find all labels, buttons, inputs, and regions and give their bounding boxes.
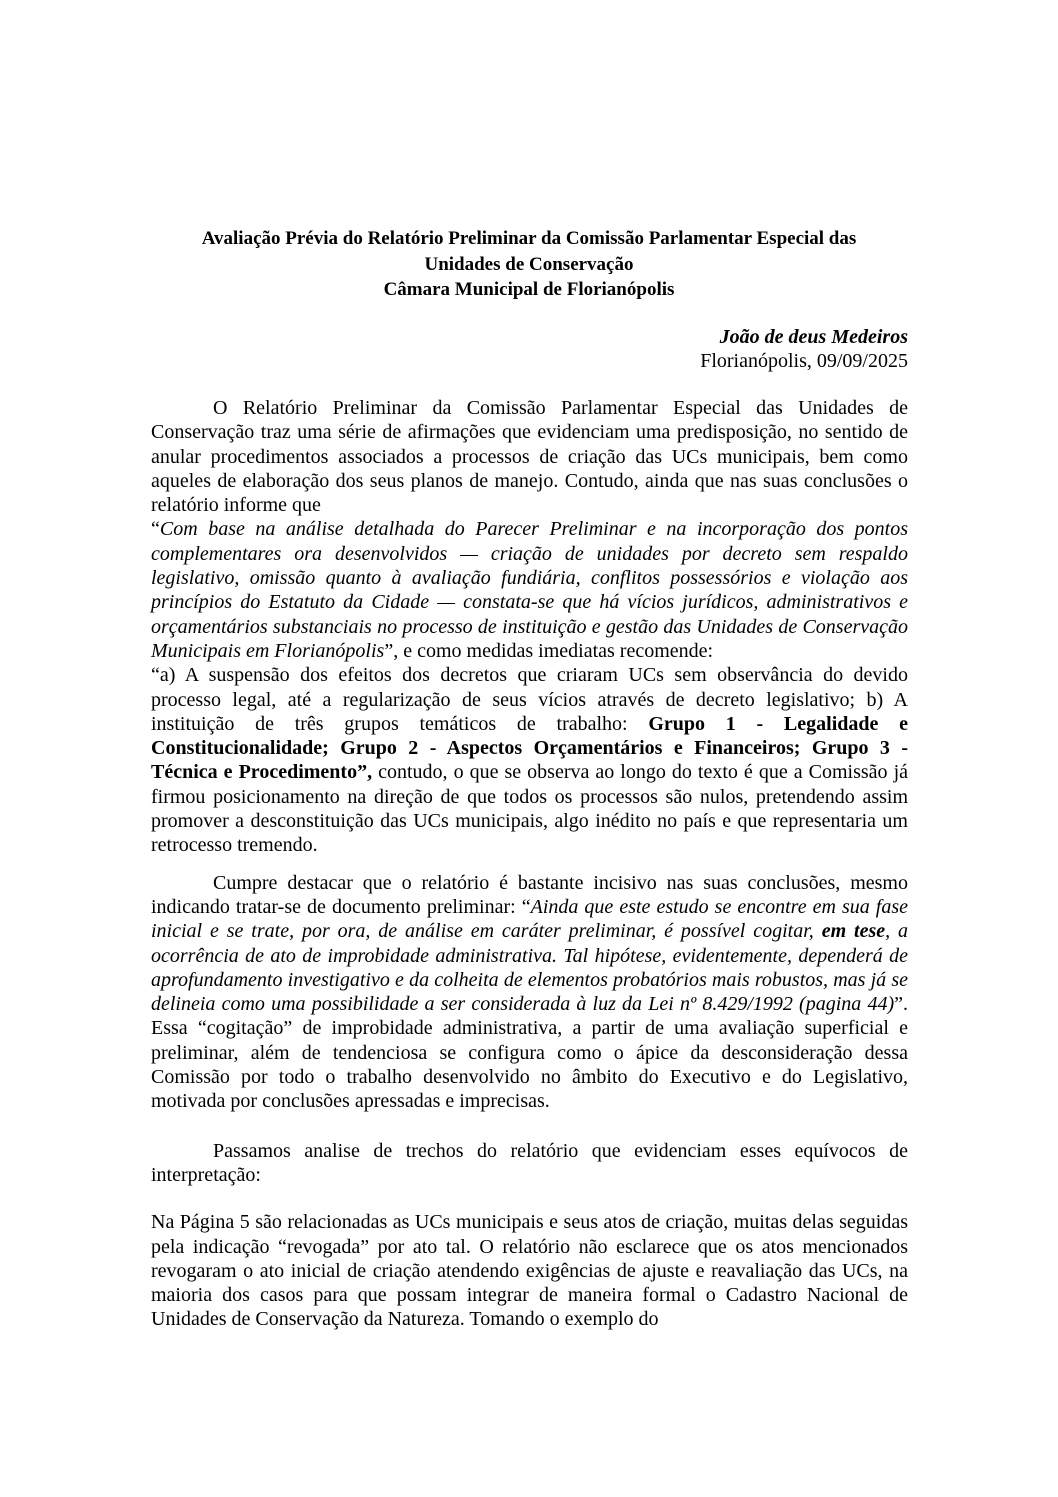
paragraph-quote-conclusion (151, 517, 908, 663)
improbity-lead: Cumpre destacar que o relatório é bastante incisivo nas suas conclusões, mesmo indicando tratar-se de documento preliminar: “ (151, 871, 908, 918)
title-line-3: Câmara Municipal de Florianópolis (383, 279, 675, 300)
paragraph-page5 (151, 1210, 908, 1331)
place-date: Florianópolis, 09/09/2025 (700, 350, 908, 372)
improbity-emphasis: em tese (821, 920, 886, 943)
improbity-quote-2: , a ocorrência de ato de improbidade administrativa. Tal hipótese, evidentemente, dependerá de aprofundamento investigativo e da colheita de elementos probatórios mais robustos, mas já se delineia como uma possibilidade a ser considerada à luz da Lei nº 8.429/1992 (pagina 44) (151, 920, 909, 1016)
paragraph-intro-text: O Relatório Preliminar da Comissão Parlamentar Especial das Unidades de Conservação traz uma série de afirmações que evidenciam uma predisposição, no sentido de anular procedimentos associados a processos de criação das UCs municipais, bem como aqueles de elaboração dos seus planos de manejo. Contudo, ainda que nas suas conclusões o relatório informe que (151, 397, 908, 517)
improbity-quote-1: Ainda que este estudo se encontre em sua fase inicial e se trate, por ora, de análise em caráter preliminar, é possível cogitar, (151, 895, 909, 943)
title-line-1: Avaliação Prévia do Relatório Preliminar da Comissão Parlamentar Especial das (201, 228, 857, 249)
document-title (150, 226, 908, 303)
author-name: João de deus Medeiros (719, 326, 908, 348)
improbity-commentary: ”. Essa “cogitação” de improbidade administrativa, a partir de uma avaliação superficial e preliminar, além de tendenciosa se configura como o ápice da desconsideração dessa Comissão por todo o trabalho desenvolvido no âmbito do Executivo e do Legislativo, motivada por conclusões apressadas e imprecisas. (151, 993, 908, 1113)
author-block (700, 325, 908, 373)
analysis-intro-text: Passamos analise de trechos do relatório que evidenciam esses equívocos de interpretação: (151, 1139, 908, 1186)
recommendations-text: “a) A suspensão dos efeitos dos decretos que criaram UCs sem observância do devido processo legal, até a regularização de seus vícios através de decreto legislativo; b) A instituição de três grupos temáticos de trabalho: (151, 664, 908, 735)
recommendations-commentary: contudo, o que se observa ao longo do texto é que a Comissão já firmou posicionamento na direção de que todos os processos são nulos, pretendendo assim promover a desconstituição das UCs municipais, algo inédito no país e que representaria um retrocesso tremendo. (151, 761, 908, 857)
paragraph-intro (151, 396, 908, 517)
open-quote: “ (151, 518, 160, 541)
paragraph-recommendations (151, 663, 908, 857)
document-body (151, 396, 908, 1332)
page5-text: Na Página 5 são relacionadas as UCs municipais e seus atos de criação, muitas delas seguidas pela indicação “revogada” por ato tal. O relatório não esclarece que os atos mencionados revogaram o ato inicial de criação atendendo exigências de ajuste e reavaliação das UCs, na maioria dos casos para que possam integrar de maneira formal o Cadastro Nacional de Unidades de Conservação da Natureza. Tomando o exemplo do (151, 1211, 908, 1331)
paragraph-improbity (151, 871, 908, 1114)
thematic-groups: Grupo 1 - Legalidade e Constitucionalidade; Grupo 2 - Aspectos Orçamentários e Financeiros; Grupo 3 - Técnica e Procedimento”, (151, 712, 908, 784)
title-line-2: Unidades de Conservação (424, 253, 634, 275)
quote-tail: ”, e como medidas imediatas recomende: (384, 639, 714, 662)
quoted-conclusion: Com base na análise detalhada do Parecer Preliminar e na incorporação dos pontos complementares ora desenvolvidos — criação de unidades por decreto sem respaldo legislativo, omissão quanto à avaliação fundiária, conflitos possessórios e violação aos princípios do Estatuto da Cidade — constata-se que há vícios jurídicos, administrativos e orçamentários substanciais no processo de instituição e gestão das Unidades de Conservação Municipais em Florianópolis (151, 518, 908, 662)
paragraph-analysis-intro (151, 1139, 908, 1188)
